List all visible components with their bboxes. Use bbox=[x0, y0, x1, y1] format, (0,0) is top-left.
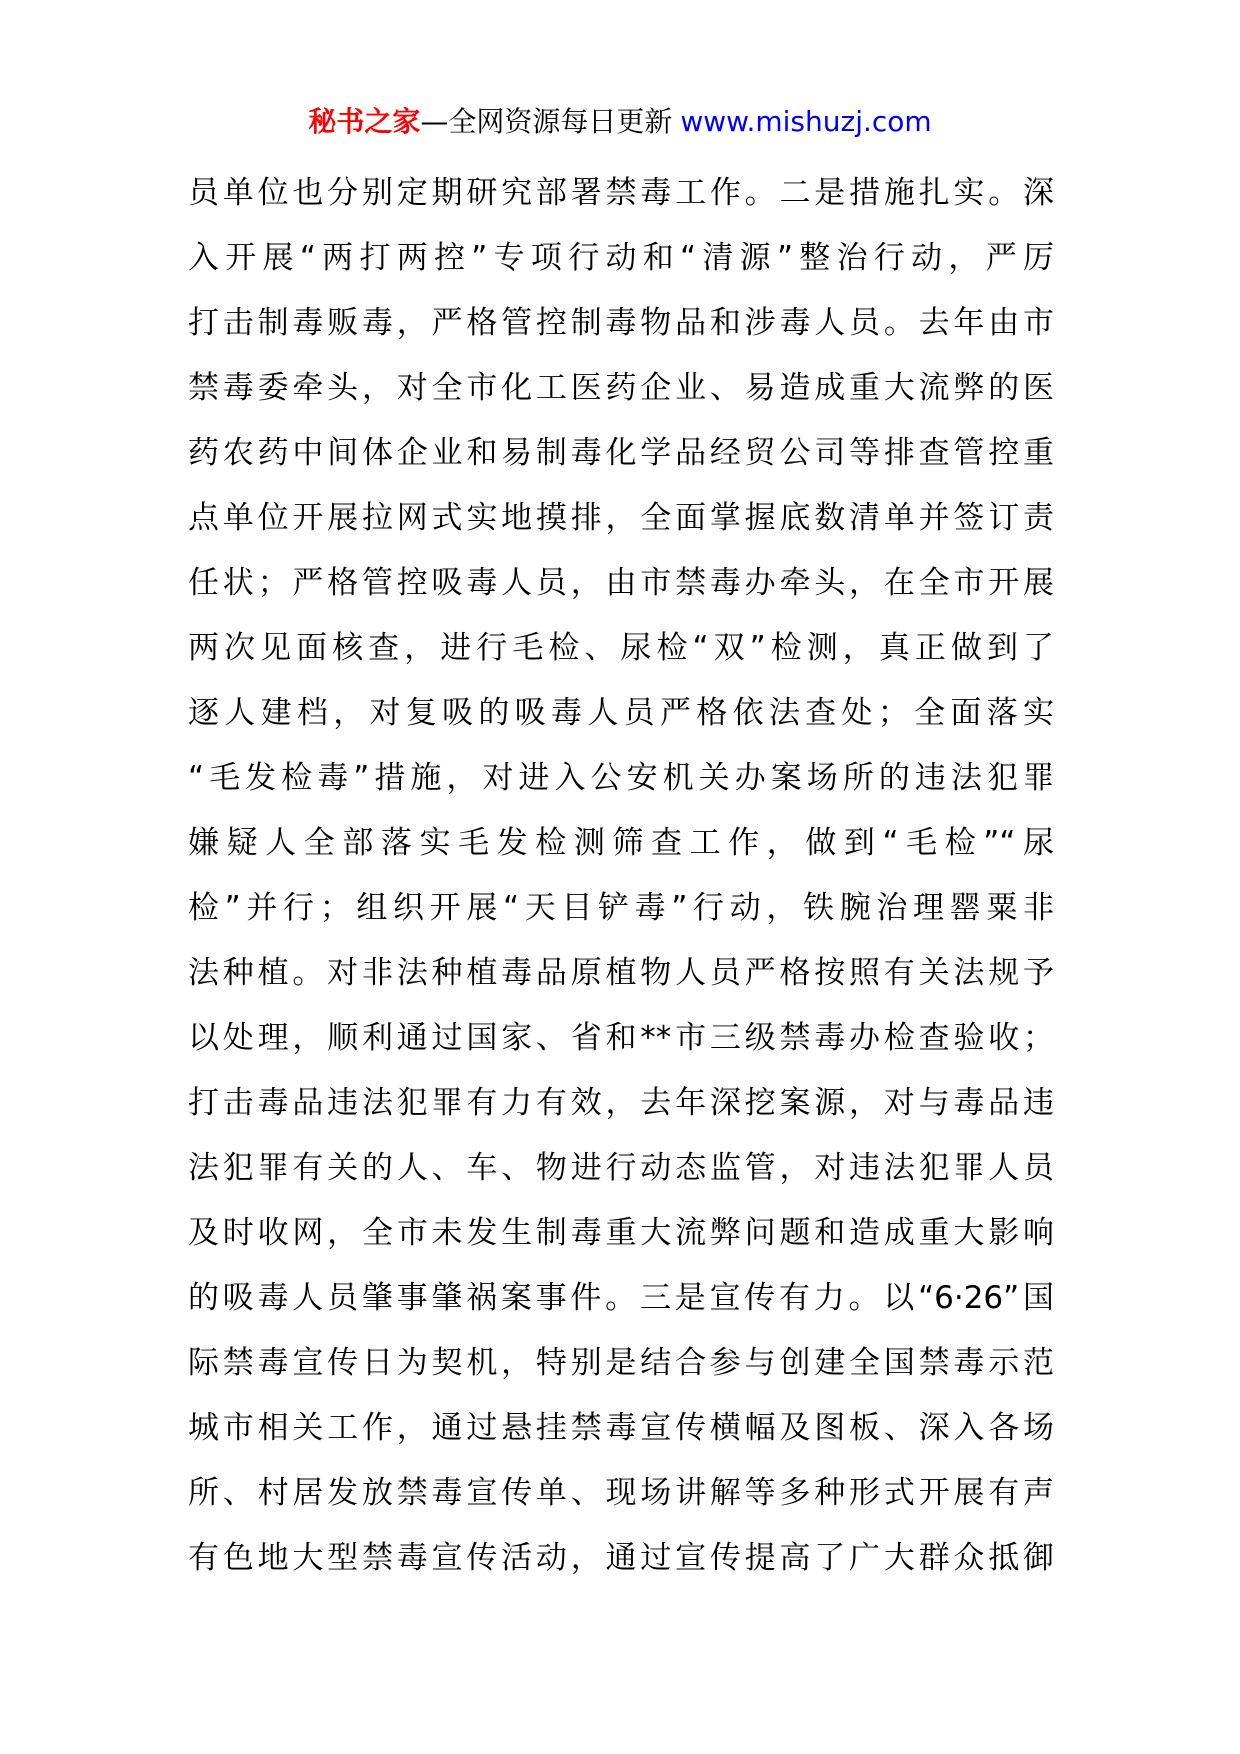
text-line: 入开展“两打两控”专项行动和“清源”整治行动，严厉 bbox=[188, 240, 1054, 276]
page-header bbox=[0, 100, 1240, 144]
text-line: 法种植。对非法种植毒品原植物人员严格按照有关法规予 bbox=[188, 955, 1054, 991]
text-line: 的吸毒人员肇事肇祸案事件。三是宣传有力。以“6·26”国 bbox=[188, 1280, 1054, 1316]
text-line: 打击毒品违法犯罪有力有效，去年深挖案源，对与毒品违 bbox=[188, 1085, 1054, 1121]
text-line: 有色地大型禁毒宣传活动，通过宣传提高了广大群众抵御 bbox=[188, 1540, 1054, 1576]
document-body bbox=[188, 161, 1054, 1591]
text-line: 及时收网，全市未发生制毒重大流弊问题和造成重大影响 bbox=[188, 1215, 1054, 1251]
text-line: 打击制毒贩毒，严格管控制毒物品和涉毒人员。去年由市 bbox=[188, 305, 1054, 341]
text-line: 点单位开展拉网式实地摸排，全面掌握底数清单并签订责 bbox=[188, 500, 1054, 536]
text-line: 城市相关工作，通过悬挂禁毒宣传横幅及图板、深入各场 bbox=[188, 1410, 1054, 1446]
text-line: 逐人建档，对复吸的吸毒人员严格依法查处；全面落实 bbox=[188, 695, 1054, 731]
text-line: 际禁毒宣传日为契机，特别是结合参与创建全国禁毒示范 bbox=[188, 1345, 1054, 1381]
brand-name: 秘书之家 bbox=[308, 105, 421, 138]
text-line: 员单位也分别定期研究部署禁毒工作。二是措施扎实。深 bbox=[188, 175, 1054, 211]
text-line: 以处理，顺利通过国家、省和**市三级禁毒办检查验收； bbox=[188, 1020, 1054, 1056]
text-line: 检”并行；组织开展“天目铲毒”行动，铁腕治理罂粟非 bbox=[188, 890, 1054, 926]
text-line: 所、村居发放禁毒宣传单、现场讲解等多种形式开展有声 bbox=[188, 1475, 1054, 1511]
text-line: 法犯罪有关的人、车、物进行动态监管，对违法犯罪人员 bbox=[188, 1150, 1054, 1186]
text-line: 禁毒委牵头，对全市化工医药企业、易造成重大流弊的医 bbox=[188, 370, 1054, 406]
text-line: 嫌疑人全部落实毛发检测筛查工作，做到“毛检”“尿 bbox=[188, 825, 1054, 861]
text-line: 药农药中间体企业和易制毒化学品经贸公司等排查管控重 bbox=[188, 435, 1054, 471]
text-line: “毛发检毒”措施，对进入公安机关办案场所的违法犯罪 bbox=[188, 760, 1054, 796]
header-tagline: —全网资源每日更新 bbox=[420, 105, 673, 138]
text-line: 任状；严格管控吸毒人员，由市禁毒办牵头，在全市开展 bbox=[188, 565, 1054, 601]
website-link[interactable]: www.mishuzj.com bbox=[680, 105, 932, 138]
text-line: 两次见面核查，进行毛检、尿检“双”检测，真正做到了 bbox=[188, 630, 1054, 666]
